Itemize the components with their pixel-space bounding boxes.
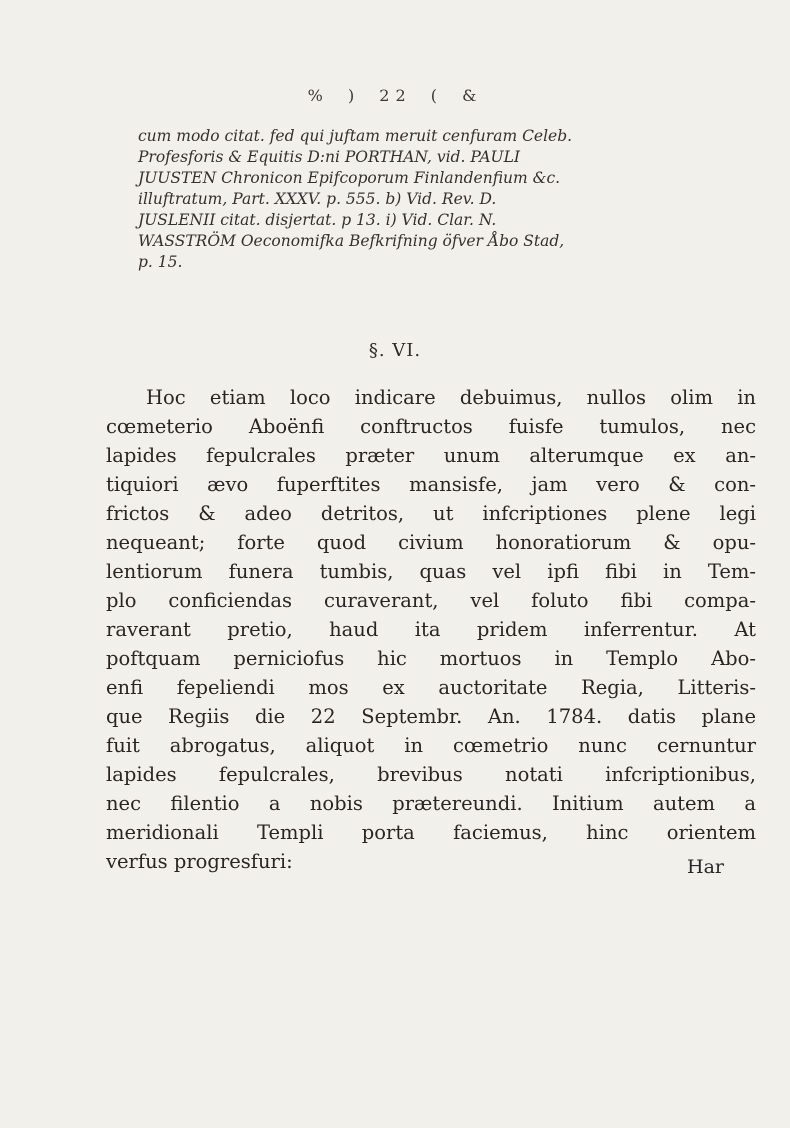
body-line: plo conficiendas curaverant, vel foluto fibi compa-	[106, 589, 756, 612]
body-line: frictos & adeo detritos, ut infcriptiones plene legi	[106, 502, 756, 525]
body-line: tiquiori ævo fuperftites mansisfe, jam vero & con-	[106, 473, 756, 496]
header-right-paren: (	[430, 86, 443, 105]
header-left-ornament: %	[307, 86, 329, 105]
footnotes-block	[138, 126, 768, 273]
header-right-ornament: &	[462, 86, 483, 105]
body-line: que Regiis die 22 Septembr. An. 1784. datis plane	[106, 705, 756, 728]
body-line: lapides fepulcrales, brevibus notati infcriptionibus,	[106, 763, 756, 786]
page-number: 22	[379, 86, 412, 105]
body-line: Hoc etiam loco indicare debuimus, nullos olim in	[146, 386, 756, 409]
note-line: cum modo citat. fed qui juftam meruit cenfuram Celeb.	[138, 127, 573, 145]
body-line: nequeant; forte quod civium honoratiorum & opu-	[106, 531, 756, 554]
body-line: lentiorum funera tumbis, quas vel ipfi fibi in Tem-	[106, 560, 756, 583]
note-line: illuftratum, Part. XXXV. p. 555. b) Vid. Rev. D.	[138, 190, 497, 208]
body-line: enfi fepeliendi mos ex auctoritate Regia, Litteris-	[106, 676, 756, 699]
note-line: JUUSTEN Chronicon Epifcoporum Finlandenfium &c.	[138, 169, 561, 187]
header-left-paren: )	[347, 86, 361, 105]
body-line: poftquam perniciofus hic mortuos in Templo Abo-	[106, 647, 756, 670]
page-header	[0, 86, 790, 105]
body-line: verfus progresfuri:	[106, 850, 293, 873]
note-line: Profesforis & Equitis D:ni PORTHAN, vid. PAULI	[138, 148, 521, 166]
body-line: cœmeterio Aboënfi conftructos fuisfe tumulos, nec	[106, 415, 756, 438]
body-paragraph	[106, 383, 756, 876]
catchword: Har	[687, 856, 724, 878]
body-line: meridionali Templi porta faciemus, hinc orientem	[106, 821, 756, 844]
section-heading: §. VI.	[368, 340, 422, 361]
note-line: JUSLENII citat. disjertat. p 13. i) Vid. Clar. N.	[138, 211, 497, 229]
body-line: nec filentio a nobis prætereundi. Initium autem a	[106, 792, 756, 815]
body-line: raverant pretio, haud ita pridem inferrentur. At	[106, 618, 756, 641]
note-line: p. 15.	[138, 253, 183, 271]
body-line: fuit abrogatus, aliquot in cœmetrio nunc cernuntur	[106, 734, 756, 757]
note-line: WASSTRÖM Oeconomifka Befkrifning öfver Åbo Stad,	[138, 232, 565, 250]
body-line: lapides fepulcrales præter unum alterumque ex an-	[106, 444, 756, 467]
